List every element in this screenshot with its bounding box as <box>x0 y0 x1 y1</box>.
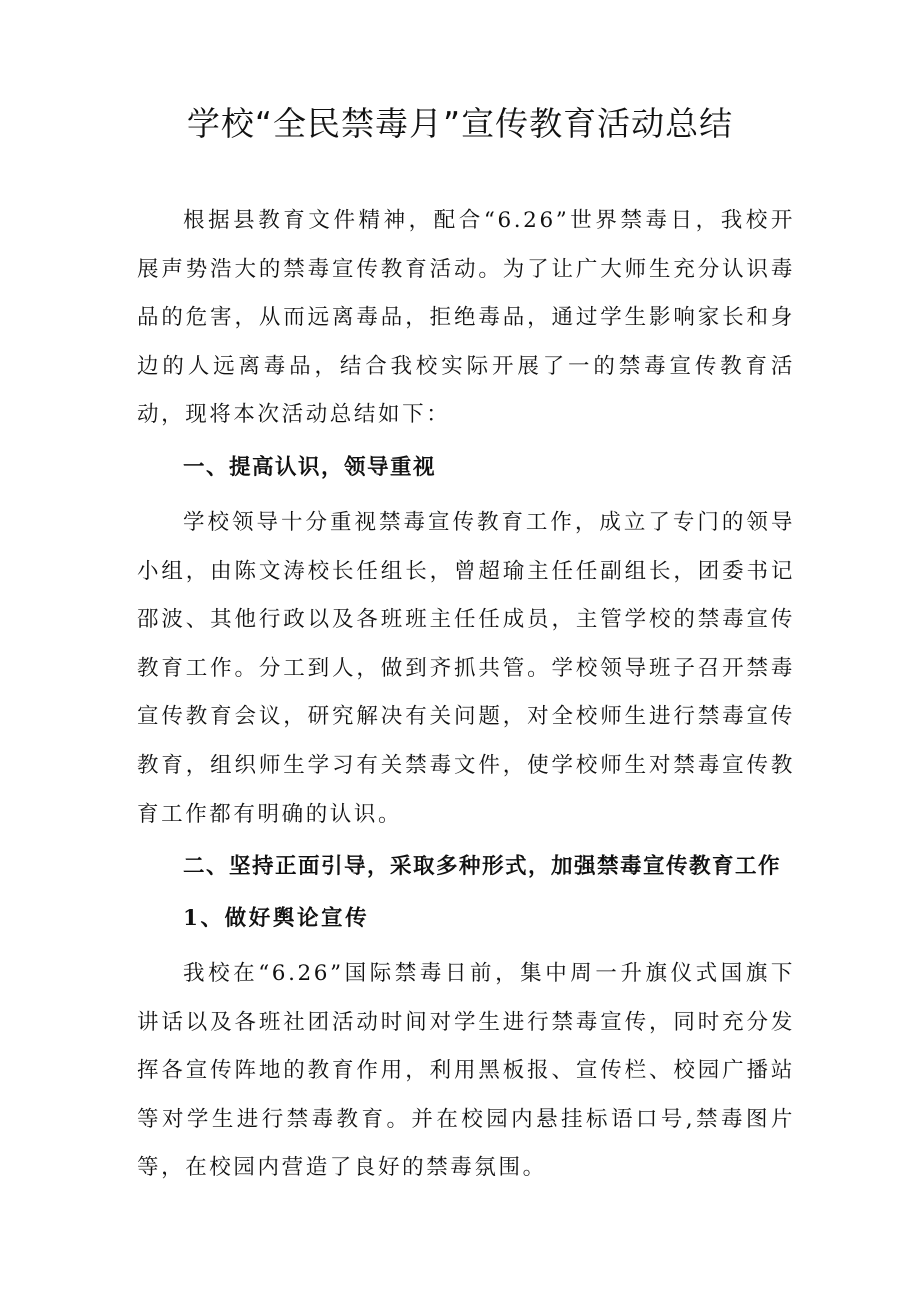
document-title: 学校“全民禁毒月”宣传教育活动总结 <box>186 104 734 143</box>
section-1-heading: 一、提高认识，领导重视 <box>183 455 437 480</box>
section-2-1-paragraph: 我校在“6.26”国际禁毒日前，集中周一升旗仪式国旗下讲话以及各班社团活动时间对学生进行禁毒宣传，同时充分发挥各宣传阵地的教育作用，利用黑板报、宣传栏、校园广播站等对学生进行禁毒教育。并在校园内悬挂标语口号,禁毒图片等，在校园内营造了良好的禁毒氛围。 <box>137 961 795 1181</box>
intro-paragraph: 根据县教育文件精神，配合“6.26”世界禁毒日，我校开展声势浩大的禁毒宣传教育活动。为了让广大师生充分认识毒品的危害，从而远离毒品，拒绝毒品，通过学生影响家长和身边的人远离毒品，结合我校实际开展了一的禁毒宣传教育活动，现将本次活动总结如下： <box>137 208 795 428</box>
section-2-1-heading: 1、做好舆论宣传 <box>183 906 370 931</box>
section-1-paragraph: 学校领导十分重视禁毒宣传教育工作，成立了专门的领导小组，由陈文涛校长任组长，曾超瑜主任任副组长，团委书记邵波、其他行政以及各班班主任任成员，主管学校的禁毒宣传教育工作。分工到人，做到齐抓共管。学校领导班子召开禁毒宣传教育会议，研究解决有关问题，对全校师生进行禁毒宣传教育，组织师生学习有关禁毒文件，使学校师生对禁毒宣传教育工作都有明确的认识。 <box>137 510 795 827</box>
section-2-heading: 二、坚持正面引导，采取多种形式，加强禁毒宣传教育工作 <box>183 854 782 879</box>
